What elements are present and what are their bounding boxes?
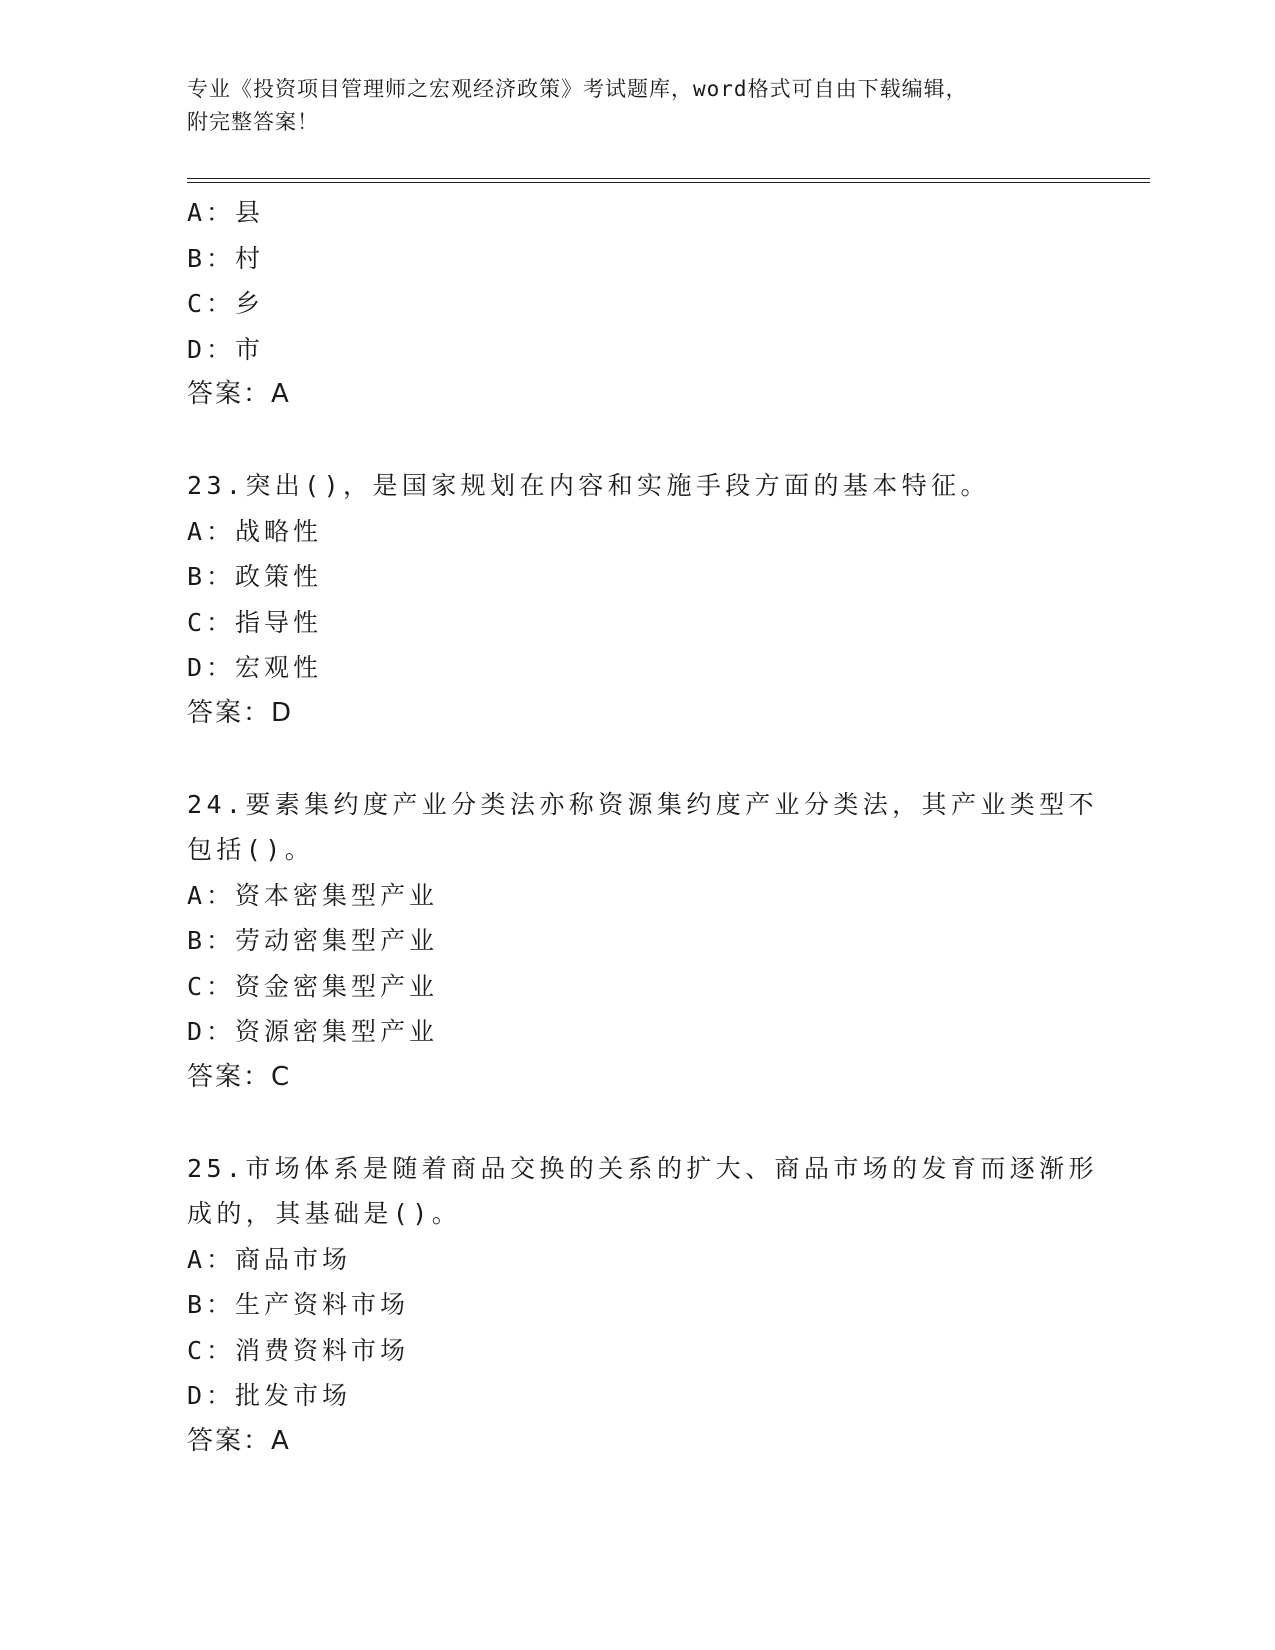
header-divider-bottom <box>187 182 1150 183</box>
document-header <box>187 73 1087 139</box>
header-divider-top <box>187 178 1150 179</box>
option-d: D：批发市场 <box>187 1381 352 1410</box>
answer: 答案：D <box>187 697 294 728</box>
option-c: C：消费资料市场 <box>187 1335 410 1365</box>
option-c: C：乡 <box>187 289 265 318</box>
option-a: A：县 <box>187 198 265 227</box>
question-24 <box>187 782 1098 1101</box>
option-a: A：商品市场 <box>187 1244 352 1274</box>
option-c: C：资金密集型产业 <box>187 971 439 1001</box>
option-b: B：政策性 <box>187 562 323 591</box>
option-b: B：劳动密集型产业 <box>187 926 439 955</box>
option-a: A：资本密集型产业 <box>187 880 439 910</box>
question-22-continued <box>187 190 1087 418</box>
question-23 <box>187 463 1087 736</box>
option-d: D：市 <box>187 334 265 364</box>
question-list <box>187 190 1098 1464</box>
option-b: B：村 <box>187 243 265 273</box>
header-line-2: 附完整答案！ <box>187 110 319 134</box>
question-stem: 24.要素集约度产业分类法亦称资源集约度产业分类法，其产业类型不 <box>187 789 1098 819</box>
header-line-1: 专业《投资项目管理师之宏观经济政策》考试题库，word格式可自由下载编辑， <box>187 77 968 101</box>
question-stem: 23.突出()，是国家规划在内容和实施手段方面的基本特征。 <box>187 471 990 500</box>
question-stem-continued: 成的，其基础是()。 <box>187 1199 462 1228</box>
option-c: C：指导性 <box>187 607 323 637</box>
question-stem-continued: 包括()。 <box>187 835 315 864</box>
question-25 <box>187 1146 1098 1465</box>
option-d: D：资源密集型产业 <box>187 1017 439 1046</box>
option-a: A：战略性 <box>187 516 323 546</box>
answer: 答案：A <box>187 1425 291 1456</box>
answer: 答案：A <box>187 379 291 409</box>
option-d: D：宏观性 <box>187 653 323 682</box>
option-b: B：生产资料市场 <box>187 1290 410 1319</box>
answer: 答案：C <box>187 1061 292 1092</box>
question-stem: 25.市场体系是随着商品交换的关系的扩大、商品市场的发育而逐渐形 <box>187 1153 1098 1183</box>
